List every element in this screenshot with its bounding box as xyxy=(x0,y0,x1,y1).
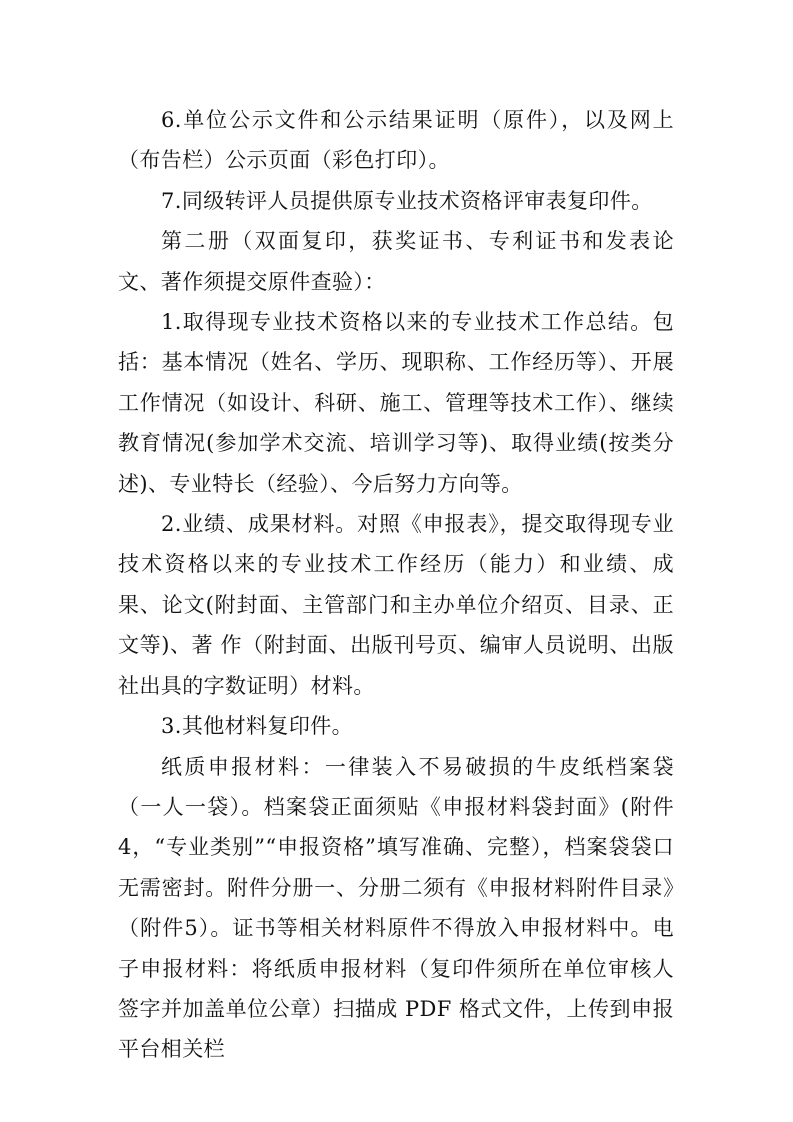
document-page xyxy=(118,100,674,1070)
paragraph-item-6: 6.单位公示文件和公示结果证明（原件），以及网上（布告栏）公示页面（彩色打印）。 xyxy=(118,108,674,173)
paragraph-other-copies: 3.其他材料复印件。 xyxy=(161,714,354,739)
paragraph-achievements: 2.业绩、成果材料。对照《申报表》，提交取得现专业技术资格以来的专业技术工作经历（能力）和业绩、成果、论文(附封面、主管部门和主办单位介绍页、目录、正文等)、著 作（附封面、出版刊号页、编审人员说明、出版社出具的字数证明）材料。 xyxy=(118,512,674,698)
paragraph-submission-requirements: 纸质申报材料：一律装入不易破损的牛皮纸档案袋（一人一袋）。档案袋正面须贴《申报材料袋封面》(附件 4，“专业类别”“申报资格”填写准确、完整），档案袋袋口无需密封。附件分册一、分册二须有《申报材料附件目录》（附件5）。证书等相关材料原件不得放入申报材料中。电子申报材料：将纸质申报材料（复印件须所在单位审核人签字并加盖单位公章）扫描成 PDF 格式文件，上传到申报平台相关栏 xyxy=(118,754,674,1062)
paragraph-item-7: 7.同级转评人员提供原专业技术资格评审表复印件。 xyxy=(161,188,653,213)
paragraph-volume-two: 第二册（双面复印，获奖证书、专利证书和发表论文、著作须提交原件查验）： xyxy=(118,229,674,294)
paragraph-work-summary: 1.取得现专业技术资格以来的专业技术工作总结。包括：基本情况（姓名、学历、现职称、工作经历等）、开展工作情况（如设计、科研、施工、管理等技术工作）、继续教育情况(参加学术交流、培训学习等)、取得业绩(按类分述)、专业特长（经验）、今后努力方向等。 xyxy=(118,310,674,496)
